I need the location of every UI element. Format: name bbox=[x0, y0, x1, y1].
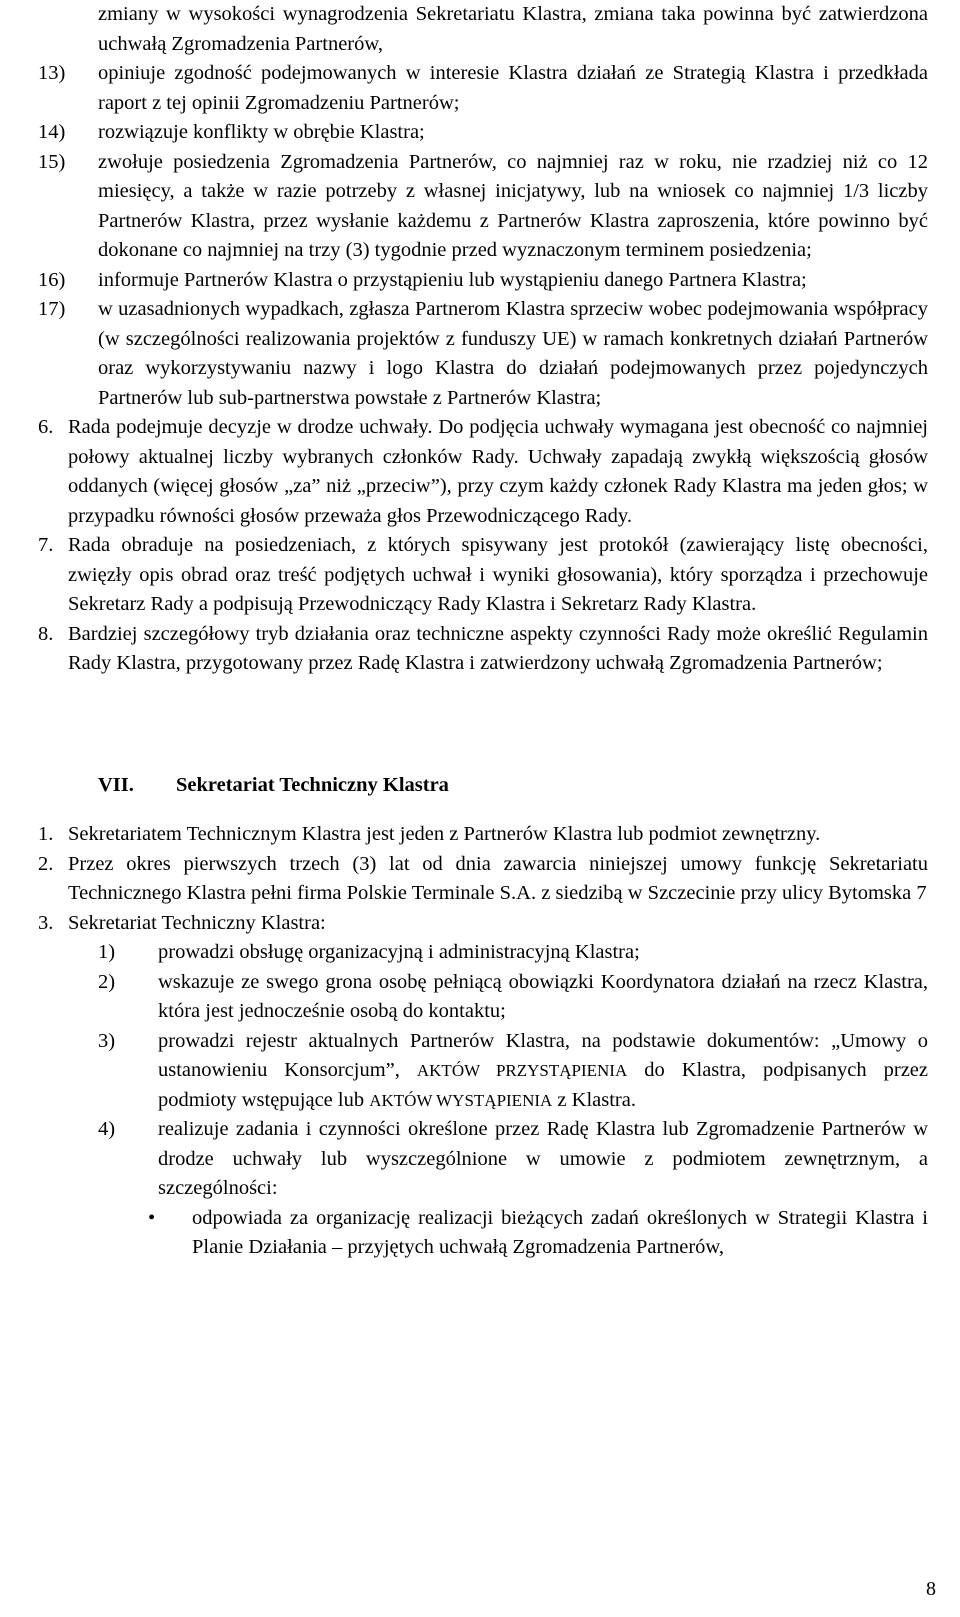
page-number: 8 bbox=[926, 1578, 936, 1600]
item-number: 15) bbox=[38, 150, 66, 173]
point-number: 2. bbox=[38, 852, 54, 875]
section-number: VII. bbox=[98, 773, 134, 796]
item-text: zwołuje posiedzenia Zgromadzenia Partnerów, co najmniej raz w roku, nie rzadziej niż co 12 miesięcy, a także w razie potrzeby z własnej inicjatywy, lub na wniosek co najmniej 1/3 liczby Partnerów Klastra, przez wysłanie każdemu z Partnerów Klastra zaproszenia, które powinno być dokonane co najmniej na trzy (3) tygodnie przed wyznaczonym terminem posiedzenia; bbox=[98, 150, 928, 261]
point-number: 3. bbox=[38, 911, 54, 934]
secretariat-duties-list bbox=[38, 938, 928, 1204]
small-caps-term: AKTÓW PRZYSTĄPIENIA bbox=[416, 1061, 628, 1080]
spacer bbox=[38, 679, 928, 719]
numbered-point bbox=[38, 850, 928, 909]
item-text: z Klastra. bbox=[552, 1088, 636, 1111]
list-item bbox=[38, 968, 928, 1027]
council-duties-list bbox=[38, 59, 928, 413]
numbered-point bbox=[38, 620, 928, 679]
item-number: 4) bbox=[98, 1118, 116, 1140]
secretariat-points bbox=[38, 820, 928, 938]
council-points bbox=[38, 413, 928, 679]
item-number: 1) bbox=[98, 941, 116, 963]
point-text: Rada podejmuje decyzje w drodze uchwały. Do podjęcia uchwały wymagana jest obecność co najmniej połowy aktualnej liczby wybranych członków Rady. Uchwały zapadają zwykłą większością głosów oddanych (więcej głosów „za” niż „przeciw”), przy czym każdy członek Rady Klastra ma jeden głos; w przypadku równości głosów przeważa głos Przewodniczącego Rady. bbox=[68, 416, 928, 527]
point-text: Sekretariatem Technicznym Klastra jest jeden z Partnerów Klastra lub podmiot zewnętrzny. bbox=[68, 823, 821, 845]
bullet-dot: • bbox=[148, 1206, 156, 1229]
intro-paragraph: zmiany w wysokości wynagrodzenia Sekretariatu Klastra, zmiana taka powinna być zatwierdzona uchwałą Zgromadzenia Partnerów, bbox=[98, 3, 928, 55]
numbered-point bbox=[38, 820, 928, 850]
list-item bbox=[38, 295, 928, 413]
point-number: 7. bbox=[38, 534, 54, 556]
numbered-point bbox=[38, 531, 928, 620]
point-text: Bardziej szczegółowy tryb działania oraz techniczne aspekty czynności Rady może określić Regulamin Rady Klastra, przygotowany przez Radę Klastra i zatwierdzony uchwałą Zgromadzenia Partnerów; bbox=[68, 622, 928, 674]
item-number: 3) bbox=[98, 1029, 116, 1052]
numbered-point bbox=[38, 909, 928, 939]
item-text: wskazuje ze swego grona osobę pełniącą obowiązki Koordynatora działań na rzecz Klastra, która jest jednocześnie osobą do kontaktu; bbox=[158, 970, 928, 1022]
list-item bbox=[38, 938, 928, 968]
list-item bbox=[38, 266, 928, 296]
item-number: 13) bbox=[38, 62, 66, 84]
item-number: 14) bbox=[38, 121, 66, 143]
point-text: Przez okres pierwszych trzech (3) lat od dnia zawarcia niniejszej umowy funkcję Sekretariatu Technicznego Klastra pełni firma Polskie Terminale S.A. z siedzibą w Szczecinie przy ulicy Bytomska 7 bbox=[68, 852, 928, 904]
list-item bbox=[38, 1115, 928, 1204]
item-text: prowadzi obsługę organizacyjną i administracyjną Klastra; bbox=[158, 941, 640, 963]
list-item bbox=[38, 59, 928, 118]
bullet-list bbox=[38, 1204, 928, 1263]
item-text: w uzasadnionych wypadkach, zgłasza Partnerom Klastra sprzeciw wobec podejmowania współpracy (w szczególności realizowania projektów z funduszy UE) w ramach konkretnych działań Partnerów oraz wykorzystywaniu nazwy i logo Klastra do działań podejmowanych przez pojedynczych Partnerów lub sub-partnerstwa powstałe z Partnerów Klastra; bbox=[98, 298, 928, 409]
item-text: informuje Partnerów Klastra o przystąpieniu lub wystąpieniu danego Partnera Klastra; bbox=[98, 268, 807, 291]
numbered-point bbox=[38, 413, 928, 531]
bullet-item bbox=[38, 1204, 928, 1263]
point-text: Sekretariat Techniczny Klastra: bbox=[68, 911, 326, 934]
item-text: do Klastra, podpisanych przez podmioty wstępujące lub bbox=[158, 1059, 928, 1111]
item-number: 17) bbox=[38, 298, 66, 320]
list-item bbox=[38, 118, 928, 148]
section-heading bbox=[38, 771, 928, 801]
item-number: 16) bbox=[38, 268, 66, 291]
item-text: opiniuje zgodność podejmowanych w interesie Klastra działań ze Strategią Klastra i przedkłada raport z tej opinii Zgromadzeniu Partnerów; bbox=[98, 62, 928, 114]
bullet-text: odpowiada za organizację realizacji bieżących zadań określonych w Strategii Klastra i Planie Działania – przyjętych uchwałą Zgromadzenia Partnerów, bbox=[192, 1206, 928, 1258]
item-number: 2) bbox=[98, 970, 116, 993]
point-number: 1. bbox=[38, 823, 54, 845]
item-text: realizuje zadania i czynności określone przez Radę Klastra lub Zgromadzenie Partnerów w drodze uchwały lub wyszczególnione w umowie z podmiotem zewnętrznym, a szczególności: bbox=[158, 1118, 928, 1199]
section-title: Sekretariat Techniczny Klastra bbox=[176, 773, 449, 796]
point-number: 6. bbox=[38, 416, 54, 438]
point-text: Rada obraduje na posiedzeniach, z których spisywany jest protokół (zawierający listę obecności, zwięzły opis obrad oraz treść podjętych uchwał i wyniki głosowania), który sporządza i przechowuje Sekretarz Rady a podpisują Przewodniczący Rady Klastra i Sekretarz Rady Klastra. bbox=[68, 534, 928, 615]
document-page bbox=[38, 0, 928, 1263]
point-number: 8. bbox=[38, 622, 54, 645]
small-caps-term: AKTÓW WYSTĄPIENIA bbox=[369, 1090, 553, 1110]
list-item bbox=[38, 148, 928, 266]
item-text: prowadzi rejestr aktualnych Partnerów Klastra, na podstawie dokumentów: „Umowy o ustanowieniu Konsorcjum”, bbox=[158, 1029, 928, 1081]
item-text: rozwiązuje konflikty w obrębie Klastra; bbox=[98, 121, 425, 143]
list-item bbox=[38, 1027, 928, 1116]
